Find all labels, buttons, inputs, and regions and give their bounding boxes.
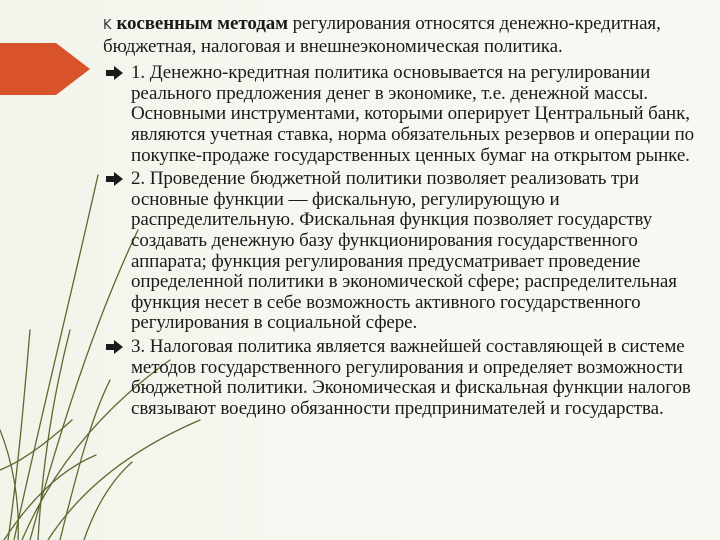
point-text: 3. Налоговая политика является важнейшей составляющей в системе методов государственного регулирования и определяет возможности бюджетной политики. Экономическая и фискальная функции налогов связывают воедино обязанности предпринимателей и государства. (131, 335, 691, 419)
list-item (103, 63, 713, 166)
arrow-bullet-icon (106, 172, 123, 186)
arrow-bullet-icon (106, 66, 123, 80)
arrow-bullet-icon (106, 340, 123, 354)
list-item (103, 337, 713, 419)
points-list (103, 63, 713, 419)
intro-bold-term: косвенным методам (116, 13, 288, 34)
intro-text: регулирования относятся денежно-кредитная, бюджетная, налоговая и внешнеэкономическая политика. (103, 13, 661, 57)
accent-bar (0, 43, 56, 95)
point-text: 2. Проведение бюджетной политики позволяет реализовать три основные функции — фискальную, регулирующую и распределительную. Фискальная функция позволяет государству создавать денежную базу функционирования государственного аппарата; функция регулирования предусматривает проведение определенной политики в экономической сфере; распределительная функция несет в себе возможность активного государственного регулирования в социальной сфере. (131, 168, 677, 334)
list-item (103, 169, 713, 334)
accent-bar-arrow (56, 43, 90, 95)
lead-mark: K (103, 18, 112, 33)
point-text: 1. Денежно-кредитная политика основывается на регулировании реального предложения денег в экономике, т.е. денежной массы. Основными инструментами, которыми оперирует Центральный банк, являются учетная ставка, норма обязательных резервов и операции по покупке-продаже государственных ценных бумаг на открытом рынке. (131, 62, 695, 166)
slide-content (103, 14, 713, 422)
intro-paragraph (103, 14, 713, 57)
